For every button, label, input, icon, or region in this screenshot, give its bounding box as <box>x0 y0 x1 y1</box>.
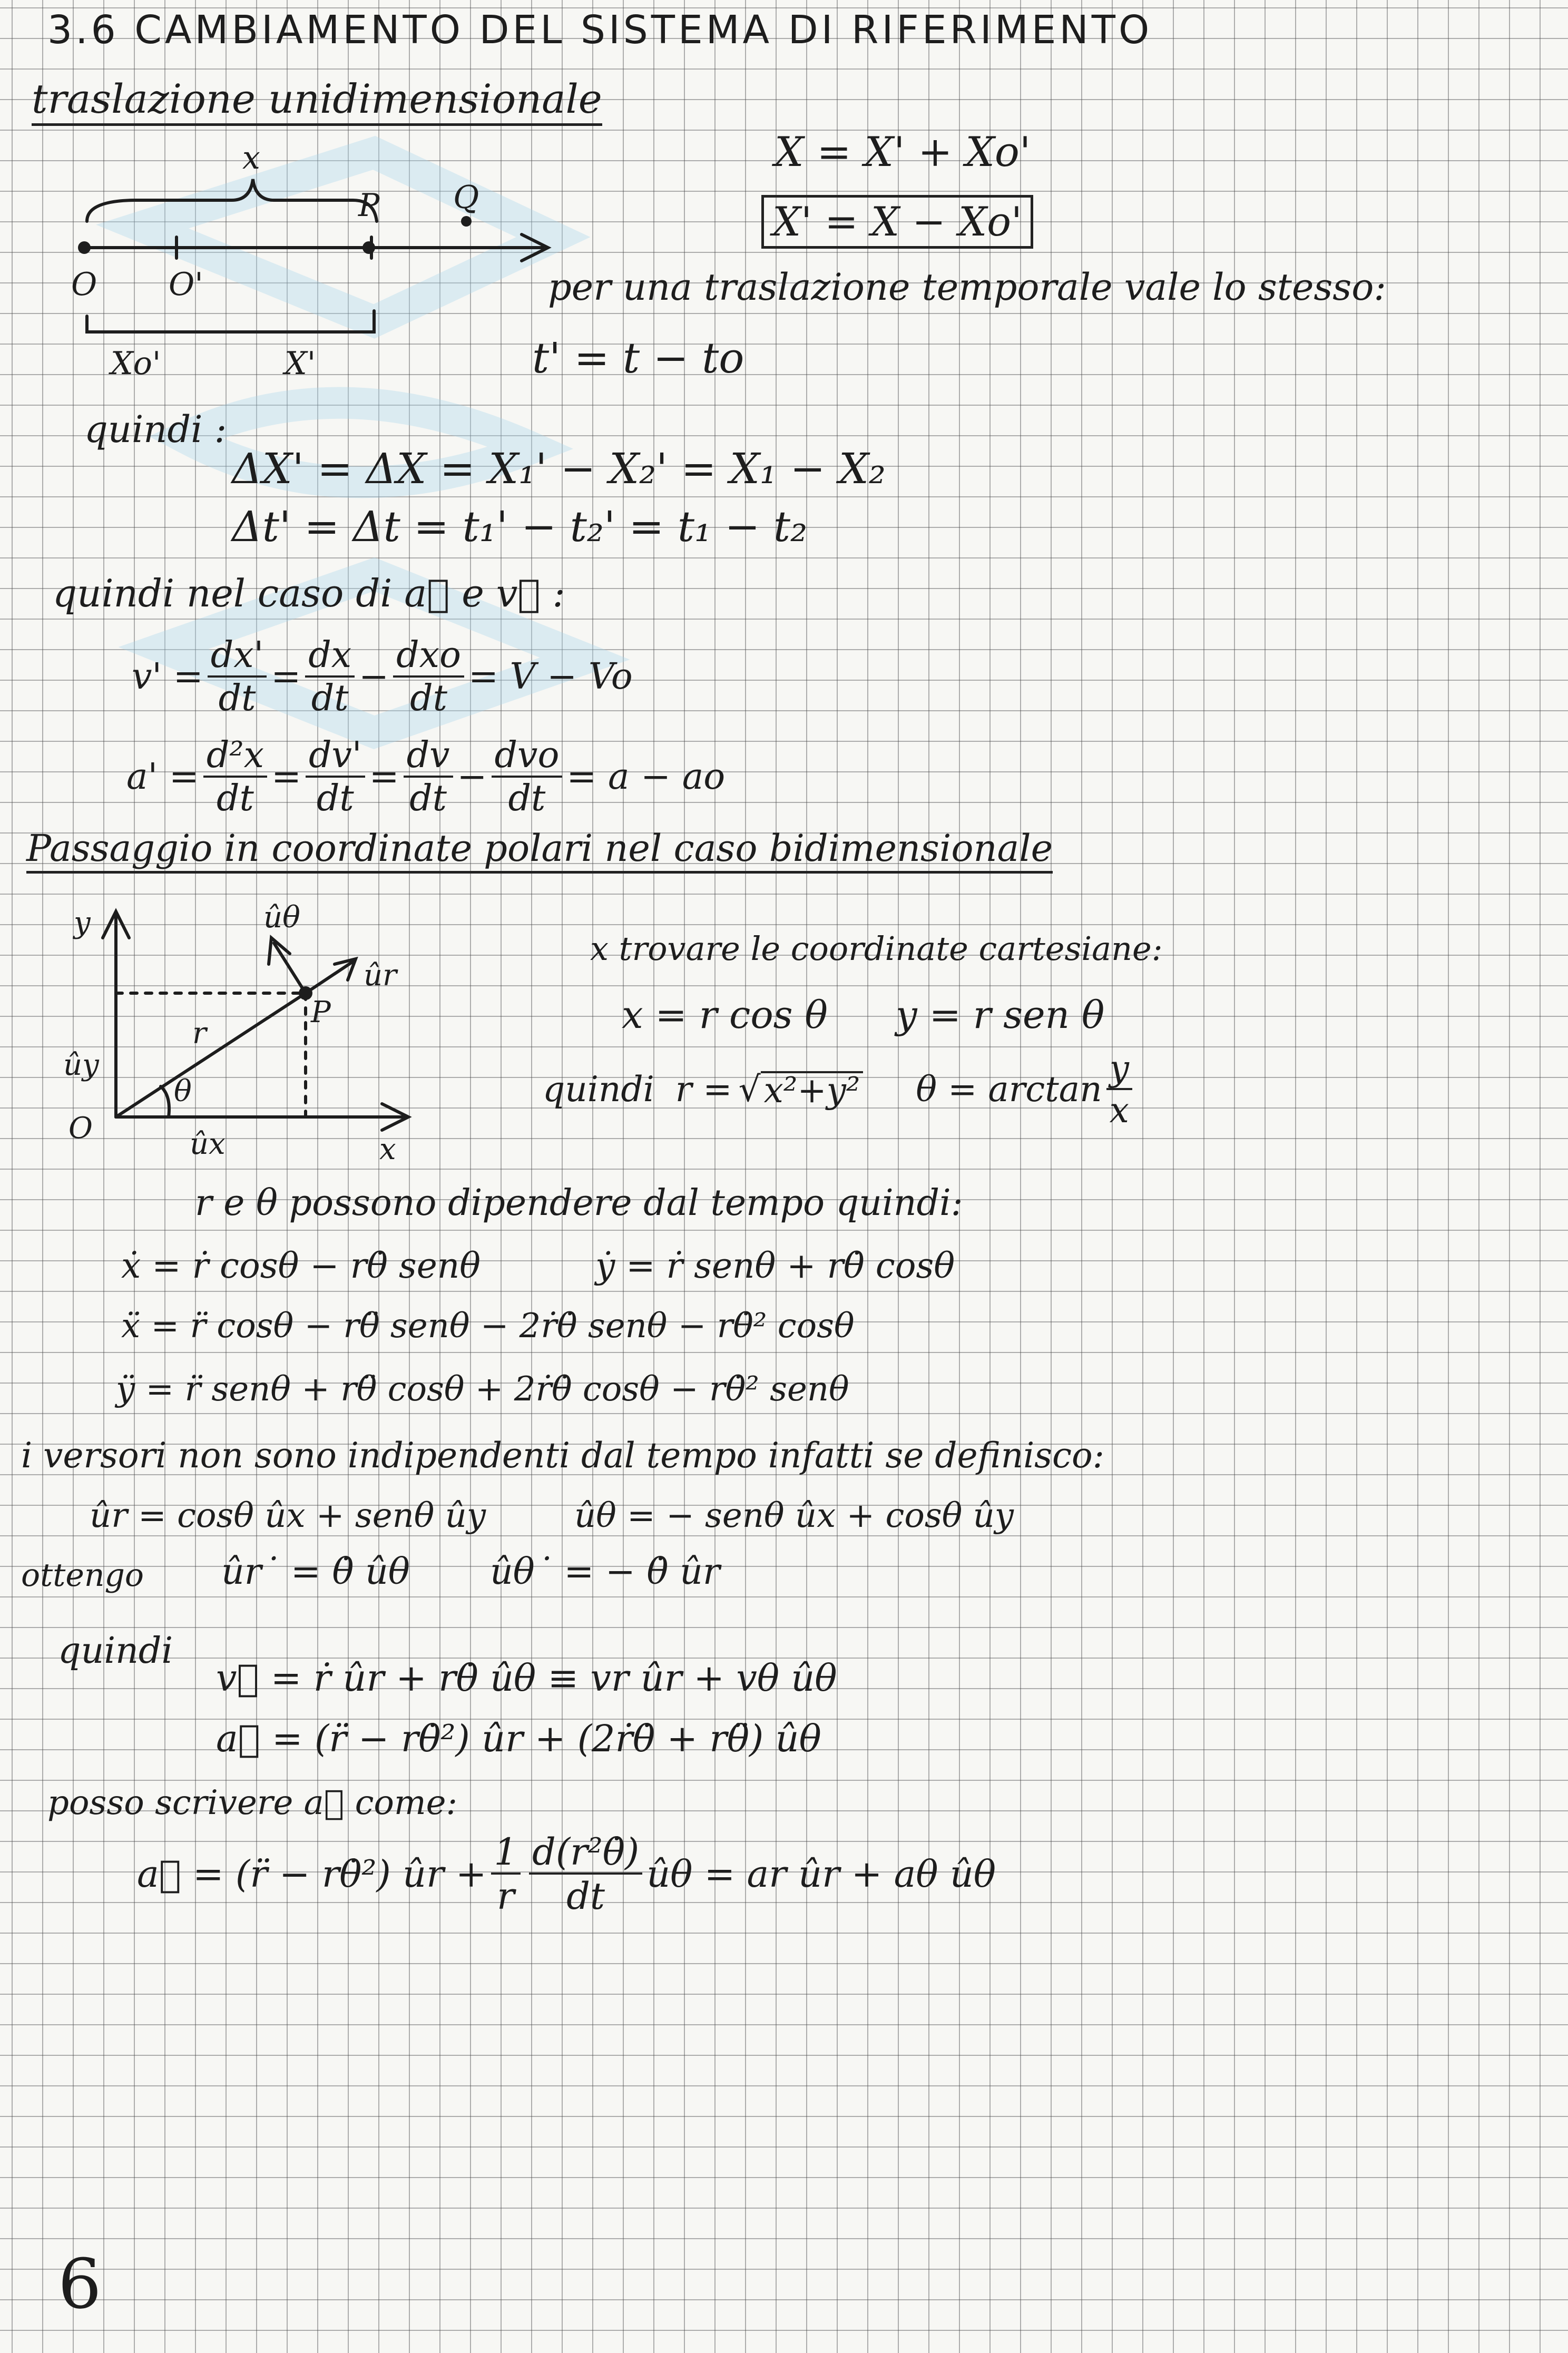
label-O-prime: O' <box>169 266 203 303</box>
eq-x-polar: x = r cos θ <box>622 993 828 1037</box>
label-O: O <box>68 1111 93 1145</box>
eq-a-vector: a⃗ = (r̈ − rθ̇²) ûr + (2ṙθ̇ + rθ̈) ûθ <box>216 1717 821 1760</box>
label-xo-prime: Xo' <box>111 345 161 382</box>
translation-diagram <box>58 142 585 395</box>
eq-x-dot: ẋ = ṙ cosθ − rθ̇ senθ <box>121 1246 481 1286</box>
quindi-label-2: quindi <box>58 1630 173 1672</box>
label-x: x <box>242 142 260 177</box>
eq-ur-def: ûr = cosθ ûx + senθ ûy <box>90 1496 486 1535</box>
eq-utheta-dot: ûθ˙ = − θ̇ ûr <box>490 1551 720 1593</box>
cart-text: x trovare le coordinate cartesiane: <box>590 929 1163 968</box>
label-x: x <box>379 1132 396 1164</box>
label-y: y <box>74 906 91 940</box>
depend-text: r e θ possono dipendere dal tempo quindi: <box>195 1182 963 1224</box>
eq-v-vector: v⃗ = ṙ ûr + rθ̇ ûθ ≡ vr ûr + vθ ûθ <box>216 1656 837 1700</box>
eq-x-ddot: ẍ = r̈ cosθ − rθ̈ senθ − 2ṙθ̇ senθ − rθ̇² cosθ <box>121 1307 855 1346</box>
label-P: P <box>358 187 380 224</box>
eq-delta-x: ΔX' = ΔX = X₁' − X₂' = X₁ − X₂ <box>232 444 886 493</box>
eq-a-final: a⃗ = (r̈ − rθ̇²) ûr + $\frac{1}{r}$ $\frac{\text{d(r²θ̇)}}{dt}$ ûθ = ar ûr + aθ ûθ <box>137 1830 996 1918</box>
label-u-r: ûr <box>364 958 397 993</box>
radius-line <box>116 993 306 1117</box>
versori-text: i versori non sono indipendenti dal tempo infatti se definisco: <box>21 1435 1104 1476</box>
eq-y-polar: y = r sen θ <box>896 993 1105 1037</box>
x-brace <box>87 179 377 221</box>
eq-velocity: v' = $\frac{dx'}{dt}$ = $\frac{dx}{dt}$ − $\frac{\text{dxo}}{dt}$ = V − Vo <box>132 634 633 719</box>
label-O: O <box>71 266 97 303</box>
label-u-theta: ûθ <box>263 900 300 935</box>
label-r: r <box>192 1016 207 1051</box>
eq-y-ddot: ÿ = r̈ senθ + rθ̈ cosθ + 2ṙθ̇ cosθ − rθ̇² senθ <box>116 1370 849 1409</box>
eq-utheta-def: ûθ = − senθ ûx + cosθ ûy <box>574 1496 1014 1535</box>
label-u-y: ûy <box>63 1048 99 1082</box>
label-Q: Q <box>453 179 479 216</box>
label-x-prime: X' <box>285 345 316 382</box>
xo-brace <box>87 316 177 332</box>
quindi-label: quindi : <box>84 408 227 451</box>
page-number: 6 <box>58 2244 102 2324</box>
eq-delta-t: Δt' = Δt = t₁' − t₂' = t₁ − t₂ <box>232 502 808 551</box>
case-text: quindi nel caso di a⃗ e v⃗ : <box>53 571 565 615</box>
temporal-text: per una traslazione temporale vale lo stesso: <box>548 266 1386 309</box>
xp-brace <box>177 311 374 332</box>
eq-x: X = X' + Xo' <box>775 129 1031 176</box>
eq-y-dot: ẏ = ṙ senθ + rθ̇ cosθ <box>595 1246 955 1286</box>
label-u-x: ûx <box>190 1127 226 1161</box>
ottengo-label: ottengo <box>21 1557 144 1594</box>
label-P: P <box>311 995 331 1030</box>
eq-r-theta: quindi r = √ x²+y² θ = arctan $\frac{y}{x}$ <box>543 1051 1136 1128</box>
eq-acceleration: a' = $\frac{\text{d²x}}{dt}$ = $\frac{dv'}{dt}$ = $\frac{dv}{dt}$ − $\frac{\text{dvo}}{dt}$ = a − ao <box>126 734 726 819</box>
heading-traslazione: traslazione unidimensionale <box>32 79 602 126</box>
heading-polari: Passaggio in coordinate polari nel caso bidimensionale <box>26 830 1053 874</box>
polar-diagram <box>53 890 453 1164</box>
label-theta: θ <box>174 1074 192 1109</box>
eq-ur-dot: ûr˙ = θ̇ ûθ <box>221 1551 410 1593</box>
eq-t-prime: t' = t − to <box>532 334 744 383</box>
section-title: 3.6 CAMBIAMENTO DEL SISTEMA DI RIFERIMENTO <box>47 7 1153 53</box>
posso-text: posso scrivere a⃗ come: <box>47 1783 458 1822</box>
eq-x-prime-boxed: X' = X − Xo' <box>761 195 1033 249</box>
